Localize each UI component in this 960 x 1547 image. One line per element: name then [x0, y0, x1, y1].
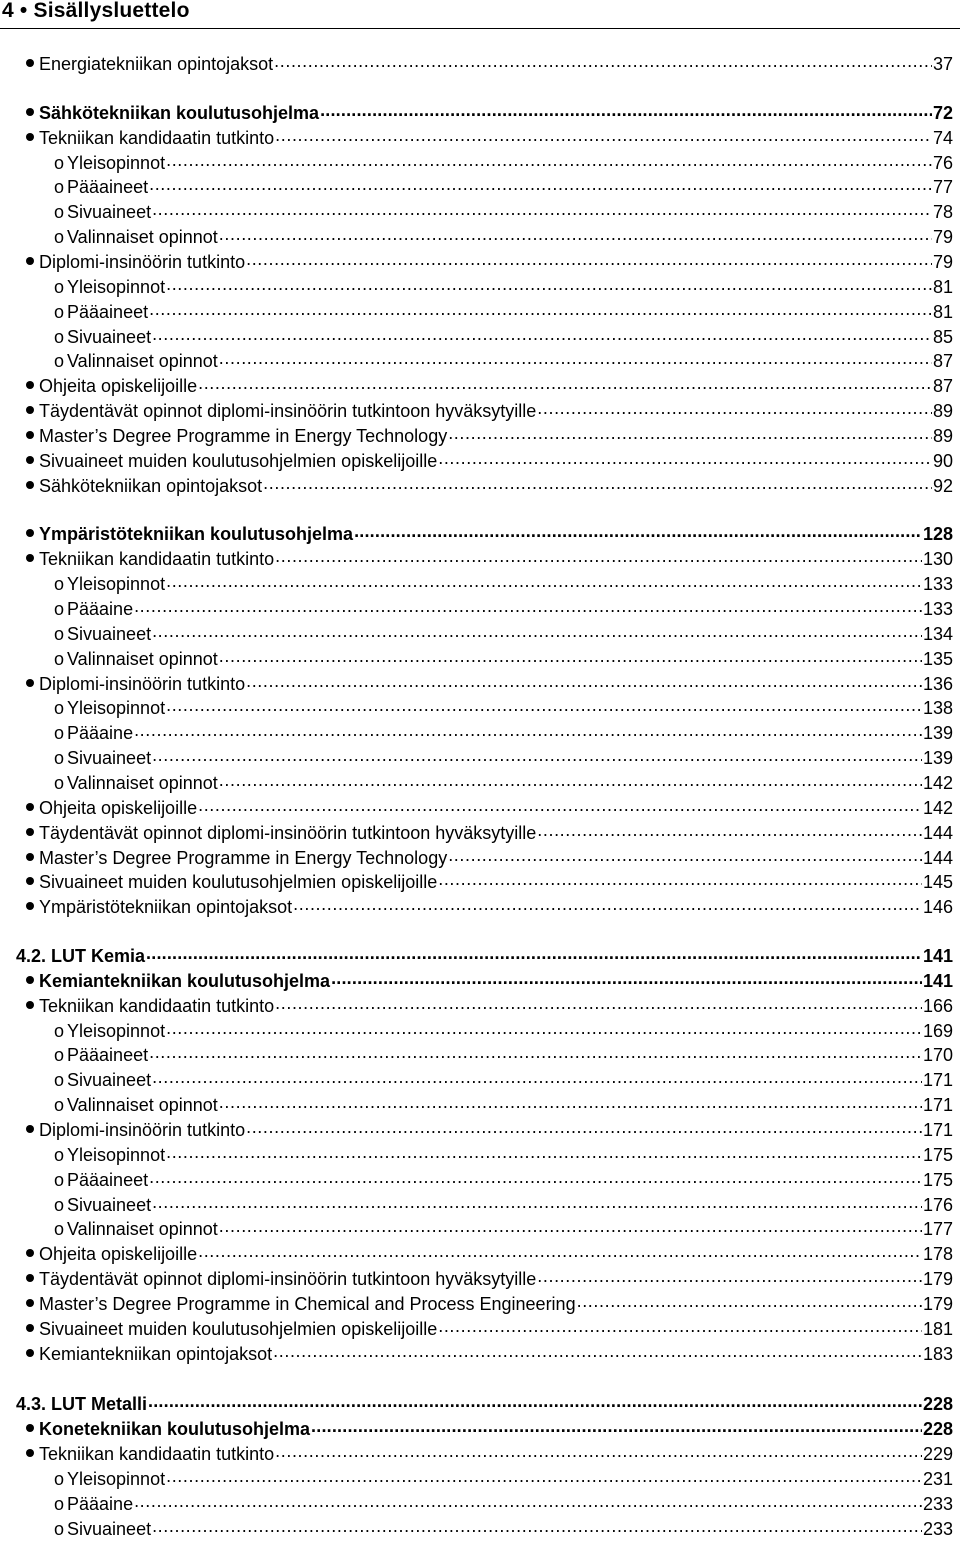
dot-leader — [149, 1044, 922, 1066]
circle-bullet-icon: o — [54, 302, 65, 322]
toc-entry-page-number: 141 — [922, 971, 953, 991]
toc-entry-page-number: 134 — [922, 624, 953, 644]
dot-leader — [149, 301, 932, 323]
toc-entry[interactable] — [54, 1218, 953, 1240]
toc-entry[interactable] — [26, 375, 953, 397]
toc-entry-page-number: 78 — [932, 202, 953, 222]
toc-entry-page-number: 144 — [922, 848, 953, 868]
toc-entry-label: Ohjeita opiskelijoille — [39, 376, 198, 396]
circle-bullet-icon: o — [54, 698, 65, 718]
circle-bullet-icon: o — [54, 277, 65, 297]
toc-entry-page-number: 89 — [932, 426, 953, 446]
dot-leader — [149, 176, 932, 198]
toc-entry-label: 4.3. LUT Metalli — [16, 1394, 148, 1414]
bullet-icon — [26, 1324, 34, 1332]
toc-entry[interactable] — [54, 301, 953, 323]
toc-entry-label: Ohjeita opiskelijoille — [39, 1244, 198, 1264]
toc-entry-page-number: 233 — [922, 1494, 953, 1514]
bullet-icon — [26, 529, 34, 537]
toc-entry-label: Sähkötekniikan opintojaksot — [39, 476, 263, 496]
toc-entry[interactable] — [26, 1293, 953, 1315]
toc-entry[interactable] — [26, 847, 953, 869]
circle-bullet-icon: o — [54, 748, 65, 768]
toc-entry-label: Pääaineet — [67, 1045, 149, 1065]
dot-leader — [438, 871, 922, 893]
bullet-icon — [26, 1249, 34, 1257]
toc-entry-label: Täydentävät opinnot diplomi-insinöörin tutkintoon hyväksytyille — [39, 401, 537, 421]
toc-entry[interactable] — [26, 797, 953, 819]
toc-entry[interactable] — [26, 1443, 953, 1465]
toc-entry[interactable] — [54, 326, 953, 348]
toc-entry-page-number: 37 — [932, 54, 953, 74]
toc-entry-label: Sivuaineet — [67, 624, 152, 644]
toc-entry-page-number: 228 — [922, 1419, 953, 1439]
dot-leader — [219, 648, 922, 670]
dot-leader — [577, 1293, 922, 1315]
toc-entry[interactable] — [26, 1119, 953, 1141]
toc-entry-label: Pääaineet — [67, 1170, 149, 1190]
toc-entry-label: Valinnaiset opinnot — [67, 1095, 218, 1115]
dot-leader — [148, 1393, 922, 1415]
toc-entry[interactable] — [54, 350, 953, 372]
toc-entry[interactable] — [26, 1268, 953, 1290]
dot-leader — [320, 102, 932, 124]
toc-entry-label: Diplomi-insinöörin tutkinto — [39, 252, 246, 272]
bullet-icon — [26, 381, 34, 389]
toc-entry[interactable] — [26, 251, 953, 273]
circle-bullet-icon: o — [54, 1070, 65, 1090]
toc-entry-label: Valinnaiset opinnot — [67, 649, 218, 669]
dot-leader — [537, 400, 932, 422]
toc-entry[interactable] — [54, 201, 953, 223]
toc-entry[interactable] — [26, 871, 953, 893]
toc-entry[interactable] — [26, 127, 953, 149]
dot-leader — [166, 152, 932, 174]
toc-entry-page-number: 166 — [922, 996, 953, 1016]
circle-bullet-icon: o — [54, 351, 65, 371]
toc-entry[interactable] — [26, 1243, 953, 1265]
toc-entry-label: Yleisopinnot — [67, 698, 166, 718]
circle-bullet-icon: o — [54, 202, 65, 222]
toc-entry[interactable] — [26, 450, 953, 472]
toc-entry-page-number: 76 — [932, 153, 953, 173]
toc-entry[interactable] — [16, 945, 953, 967]
dot-leader — [354, 523, 922, 545]
circle-bullet-icon: o — [54, 649, 65, 669]
toc-entry[interactable] — [54, 623, 953, 645]
dot-leader — [246, 673, 922, 695]
toc-entry[interactable] — [54, 1194, 953, 1216]
toc-entry-label: Tekniikan kandidaatin tutkinto — [39, 996, 275, 1016]
bullet-icon — [26, 1424, 34, 1432]
toc-entry-label: Kemiantekniikan opintojaksot — [39, 1344, 273, 1364]
toc-entry[interactable] — [54, 598, 953, 620]
toc-entry-page-number: 229 — [922, 1444, 953, 1464]
toc-entry[interactable] — [54, 1518, 953, 1540]
dot-leader — [166, 1144, 922, 1166]
dot-leader — [438, 1318, 922, 1340]
bullet-icon — [26, 853, 34, 861]
toc-entry-label: Master’s Degree Programme in Energy Technology — [39, 426, 448, 446]
toc-entry-page-number: 130 — [922, 549, 953, 569]
dot-leader — [152, 1518, 922, 1540]
toc-entry-label: Täydentävät opinnot diplomi-insinöörin tutkintoon hyväksytyille — [39, 1269, 537, 1289]
circle-bullet-icon: o — [54, 1145, 65, 1165]
dot-leader — [219, 226, 932, 248]
dot-leader — [149, 1169, 922, 1191]
bullet-icon — [26, 406, 34, 414]
toc-entry-page-number: 231 — [922, 1469, 953, 1489]
toc-entry[interactable] — [54, 1144, 953, 1166]
toc-entry[interactable] — [26, 523, 953, 545]
bullet-icon — [26, 1449, 34, 1457]
bullet-icon — [26, 1299, 34, 1307]
toc-entry[interactable] — [16, 1393, 953, 1415]
circle-bullet-icon: o — [54, 1519, 65, 1539]
dot-leader — [537, 822, 922, 844]
dot-leader — [537, 1268, 922, 1290]
toc-entry-page-number: 133 — [922, 599, 953, 619]
toc-entry-label: Tekniikan kandidaatin tutkinto — [39, 549, 275, 569]
dot-leader — [331, 970, 922, 992]
circle-bullet-icon: o — [54, 773, 65, 793]
toc-entry-page-number: 170 — [922, 1045, 953, 1065]
bullet-icon — [26, 554, 34, 562]
dot-leader — [152, 747, 922, 769]
toc-entry-label: Tekniikan kandidaatin tutkinto — [39, 1444, 275, 1464]
dot-leader — [219, 1218, 922, 1240]
toc-entry-page-number: 79 — [932, 227, 953, 247]
dot-leader — [166, 1020, 922, 1042]
toc-entry[interactable] — [54, 1069, 953, 1091]
toc-entry-label: Kemiantekniikan koulutusohjelma — [39, 971, 331, 991]
toc-entry[interactable] — [26, 102, 953, 124]
bullet-icon — [26, 133, 34, 141]
dot-leader — [438, 450, 932, 472]
toc-entry-label: Ympäristötekniikan koulutusohjelma — [39, 524, 354, 544]
toc-entry-page-number: 92 — [932, 476, 953, 496]
toc-entry[interactable] — [54, 697, 953, 719]
toc-entry-page-number: 177 — [922, 1219, 953, 1239]
bullet-icon — [26, 456, 34, 464]
toc-entry[interactable] — [26, 53, 953, 75]
dot-leader — [275, 127, 932, 149]
toc-entry[interactable] — [54, 1468, 953, 1490]
bullet-icon — [26, 976, 34, 984]
toc-entry-label: Yleisopinnot — [67, 1145, 166, 1165]
toc-entry-label: Valinnaiset opinnot — [67, 227, 218, 247]
toc-entry-page-number: 176 — [922, 1195, 953, 1215]
dot-leader — [152, 623, 922, 645]
toc-entry-page-number: 233 — [922, 1519, 953, 1539]
toc-entry-label: Master’s Degree Programme in Energy Technology — [39, 848, 448, 868]
toc-entry-label: Sivuaineet muiden koulutusohjelmien opiskelijoille — [39, 1319, 438, 1339]
toc-entry-label: Pääaine — [67, 599, 134, 619]
toc-entry-label: Yleisopinnot — [67, 1469, 166, 1489]
toc-entry[interactable] — [26, 970, 953, 992]
toc-entry-label: Ohjeita opiskelijoille — [39, 798, 198, 818]
toc-entry[interactable] — [54, 1493, 953, 1515]
dot-leader — [152, 326, 932, 348]
toc-entry[interactable] — [26, 1343, 953, 1365]
toc-entry-label: Pääaineet — [67, 177, 149, 197]
toc-entry[interactable] — [54, 722, 953, 744]
toc-entry-label: Sähkötekniikan koulutusohjelma — [39, 103, 320, 123]
circle-bullet-icon: o — [54, 1195, 65, 1215]
toc-entry[interactable] — [54, 226, 953, 248]
toc-entry-page-number: 181 — [922, 1319, 953, 1339]
dot-leader — [134, 722, 922, 744]
dot-leader — [219, 772, 922, 794]
toc-entry-label: Valinnaiset opinnot — [67, 1219, 218, 1239]
toc-entry-page-number: 133 — [922, 574, 953, 594]
toc-entry[interactable] — [54, 276, 953, 298]
toc-entry-page-number: 171 — [922, 1070, 953, 1090]
toc-entry[interactable] — [26, 995, 953, 1017]
toc-entry[interactable] — [26, 475, 953, 497]
dot-leader — [152, 1069, 922, 1091]
dot-leader — [311, 1418, 922, 1440]
bullet-icon — [26, 59, 34, 67]
toc-entry-label: Diplomi-insinöörin tutkinto — [39, 674, 246, 694]
dot-leader — [219, 1094, 922, 1116]
toc-entry-page-number: 141 — [922, 946, 953, 966]
toc-entry[interactable] — [54, 1020, 953, 1042]
toc-entry-page-number: 128 — [922, 524, 953, 544]
toc-entry-page-number: 179 — [922, 1269, 953, 1289]
toc-entry-page-number: 228 — [922, 1394, 953, 1414]
toc-entry[interactable] — [26, 673, 953, 695]
toc-entry-page-number: 179 — [922, 1294, 953, 1314]
dot-leader — [275, 995, 922, 1017]
toc-entry-page-number: 178 — [922, 1244, 953, 1264]
toc-entry-page-number: 139 — [922, 748, 953, 768]
toc-entry-page-number: 171 — [922, 1120, 953, 1140]
dot-leader — [134, 598, 922, 620]
toc-entry-label: Pääaine — [67, 1494, 134, 1514]
toc-entry[interactable] — [54, 1044, 953, 1066]
dot-leader — [166, 1468, 922, 1490]
toc-entry[interactable] — [54, 573, 953, 595]
circle-bullet-icon: o — [54, 624, 65, 644]
toc-entry-page-number: 175 — [922, 1145, 953, 1165]
toc-entry-page-number: 87 — [932, 376, 953, 396]
toc-entry-label: Valinnaiset opinnot — [67, 351, 218, 371]
bullet-icon — [26, 1125, 34, 1133]
dot-leader — [166, 697, 922, 719]
toc-entry[interactable] — [26, 425, 953, 447]
toc-entry-page-number: 146 — [922, 897, 953, 917]
toc-entry-page-number: 136 — [922, 674, 953, 694]
circle-bullet-icon: o — [54, 1095, 65, 1115]
dot-leader — [166, 276, 932, 298]
dot-leader — [146, 945, 922, 967]
toc-entry[interactable] — [54, 1094, 953, 1116]
toc-entry-page-number: 183 — [922, 1344, 953, 1364]
toc-entry-label: Sivuaineet — [67, 748, 152, 768]
circle-bullet-icon: o — [54, 1494, 65, 1514]
toc-entry-page-number: 144 — [922, 823, 953, 843]
circle-bullet-icon: o — [54, 1045, 65, 1065]
toc-entry-page-number: 145 — [922, 872, 953, 892]
toc-entry-label: Energiatekniikan opintojaksot — [39, 54, 274, 74]
toc-entry[interactable] — [54, 648, 953, 670]
toc-entry-page-number: 142 — [922, 773, 953, 793]
toc-entry-label: Täydentävät opinnot diplomi-insinöörin tutkintoon hyväksytyille — [39, 823, 537, 843]
bullet-icon — [26, 679, 34, 687]
circle-bullet-icon: o — [54, 1021, 65, 1041]
bullet-icon — [26, 431, 34, 439]
bullet-icon — [26, 1001, 34, 1009]
circle-bullet-icon: o — [54, 574, 65, 594]
circle-bullet-icon: o — [54, 227, 65, 247]
dot-leader — [246, 251, 932, 273]
toc-entry-label: Pääaineet — [67, 302, 149, 322]
toc-entry-label: Konetekniikan koulutusohjelma — [39, 1419, 311, 1439]
toc-entry-page-number: 72 — [932, 103, 953, 123]
toc-entry[interactable] — [54, 176, 953, 198]
toc-entry-page-number: 81 — [932, 302, 953, 322]
toc-entry-label: Sivuaineet — [67, 202, 152, 222]
dot-leader — [219, 350, 932, 372]
toc-entry[interactable] — [54, 772, 953, 794]
circle-bullet-icon: o — [54, 153, 65, 173]
bullet-icon — [26, 803, 34, 811]
toc-entry-page-number: 171 — [922, 1095, 953, 1115]
dot-leader — [274, 53, 932, 75]
toc-entry-label: Yleisopinnot — [67, 1021, 166, 1041]
dot-leader — [275, 548, 922, 570]
toc-entry-label: Yleisopinnot — [67, 277, 166, 297]
toc-entry-page-number: 79 — [932, 252, 953, 272]
circle-bullet-icon: o — [54, 723, 65, 743]
dot-leader — [198, 1243, 922, 1265]
page-title: 4 • Sisällysluettelo — [2, 0, 190, 22]
toc-entry-page-number: 90 — [932, 451, 953, 471]
dot-leader — [275, 1443, 922, 1465]
toc-entry[interactable] — [54, 747, 953, 769]
toc-entry-page-number: 135 — [922, 649, 953, 669]
dot-leader — [273, 1343, 922, 1365]
toc-entry-label: Tekniikan kandidaatin tutkinto — [39, 128, 275, 148]
circle-bullet-icon: o — [54, 1469, 65, 1489]
dot-leader — [263, 475, 932, 497]
toc-entry-label: Sivuaineet — [67, 1519, 152, 1539]
toc-entry-label: Ympäristötekniikan opintojaksot — [39, 897, 293, 917]
toc-entry[interactable] — [54, 152, 953, 174]
toc-entry-label: Yleisopinnot — [67, 153, 166, 173]
page-header — [0, 0, 960, 29]
toc-entry[interactable] — [26, 1318, 953, 1340]
toc-entry-label: Valinnaiset opinnot — [67, 773, 218, 793]
toc-entry-label: Sivuaineet — [67, 1195, 152, 1215]
bullet-icon — [26, 1349, 34, 1357]
toc-entry-label: Sivuaineet muiden koulutusohjelmien opiskelijoille — [39, 872, 438, 892]
toc-entry-label: Diplomi-insinöörin tutkinto — [39, 1120, 246, 1140]
toc-entry-label: 4.2. LUT Kemia — [16, 946, 146, 966]
dot-leader — [166, 573, 922, 595]
toc-entry-page-number: 74 — [932, 128, 953, 148]
bullet-icon — [26, 108, 34, 116]
toc-entry-page-number: 77 — [932, 177, 953, 197]
bullet-icon — [26, 902, 34, 910]
dot-leader — [152, 1194, 922, 1216]
circle-bullet-icon: o — [54, 177, 65, 197]
bullet-icon — [26, 828, 34, 836]
toc-entry-page-number: 139 — [922, 723, 953, 743]
toc-entry-label: Pääaine — [67, 723, 134, 743]
toc-entry-label: Master’s Degree Programme in Chemical and Process Engineering — [39, 1294, 576, 1314]
dot-leader — [246, 1119, 922, 1141]
toc-entry[interactable] — [26, 896, 953, 918]
toc-entry-label: Sivuaineet muiden koulutusohjelmien opiskelijoille — [39, 451, 438, 471]
circle-bullet-icon: o — [54, 327, 65, 347]
toc-entry-label: Yleisopinnot — [67, 574, 166, 594]
circle-bullet-icon: o — [54, 599, 65, 619]
toc-entry-page-number: 87 — [932, 351, 953, 371]
circle-bullet-icon: o — [54, 1219, 65, 1239]
circle-bullet-icon: o — [54, 1170, 65, 1190]
toc-entry-label: Sivuaineet — [67, 327, 152, 347]
toc-entry-page-number: 89 — [932, 401, 953, 421]
bullet-icon — [26, 257, 34, 265]
bullet-icon — [26, 1274, 34, 1282]
toc-entry-page-number: 142 — [922, 798, 953, 818]
dot-leader — [152, 201, 932, 223]
toc-entry[interactable] — [26, 822, 953, 844]
bullet-icon — [26, 481, 34, 489]
toc-entry-page-number: 169 — [922, 1021, 953, 1041]
toc-entry[interactable] — [26, 548, 953, 570]
toc-entry-page-number: 138 — [922, 698, 953, 718]
toc-entry[interactable] — [54, 1169, 953, 1191]
dot-leader — [134, 1493, 922, 1515]
dot-leader — [448, 425, 932, 447]
dot-leader — [198, 797, 922, 819]
toc-entry-page-number: 85 — [932, 327, 953, 347]
dot-leader — [448, 847, 922, 869]
bullet-icon — [26, 877, 34, 885]
toc-entry-label: Sivuaineet — [67, 1070, 152, 1090]
toc-entry[interactable] — [26, 1418, 953, 1440]
toc-entry-page-number: 175 — [922, 1170, 953, 1190]
dot-leader — [198, 375, 932, 397]
toc-entry[interactable] — [26, 400, 953, 422]
dot-leader — [293, 896, 922, 918]
toc-entry-page-number: 81 — [932, 277, 953, 297]
